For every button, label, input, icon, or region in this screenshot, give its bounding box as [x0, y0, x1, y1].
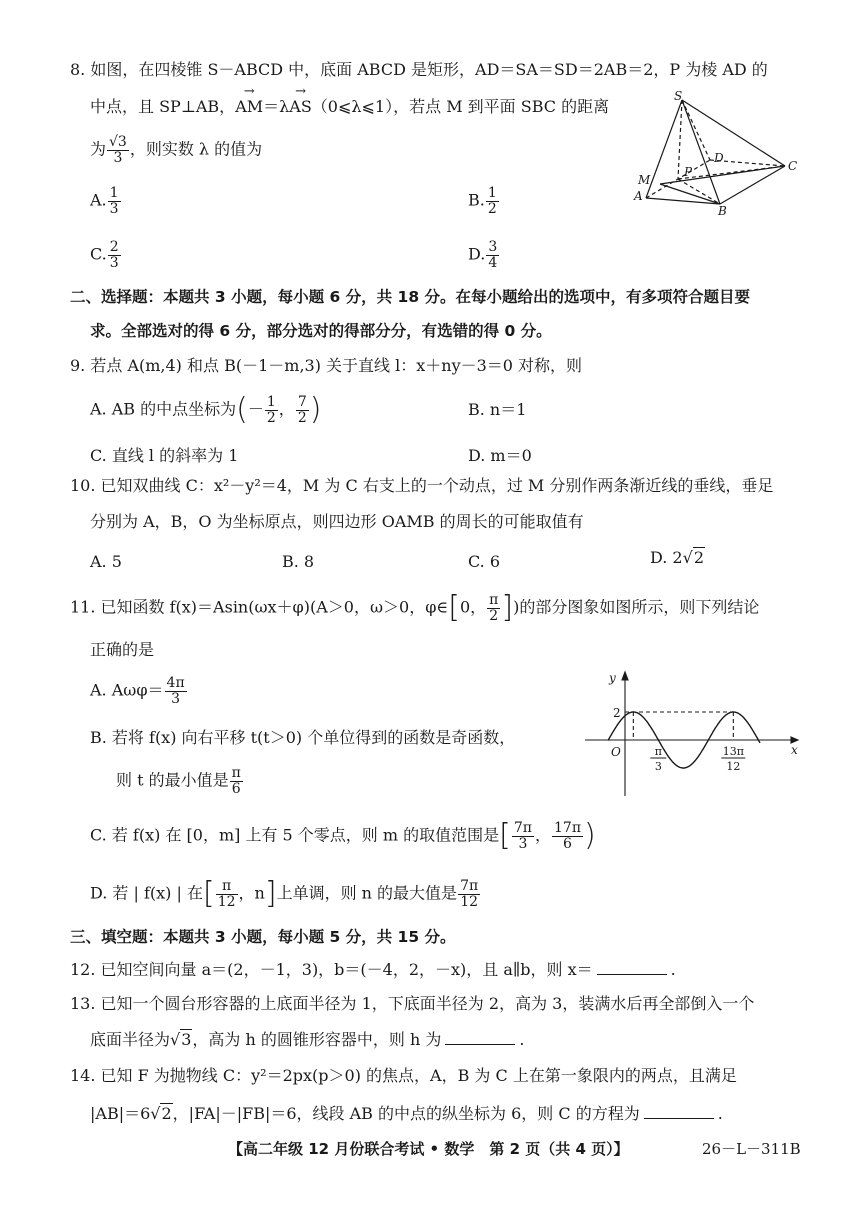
label-p: P	[684, 165, 693, 179]
q11-option-b-line1: B. 若将 f(x) 向右平移 t(t＞0) 个单位得到的函数是奇函数，	[90, 728, 516, 747]
q8-option-a: A. $\frac{1}{3}$	[90, 185, 119, 217]
edge-bc	[720, 166, 785, 204]
q9-option-d: D. m＝0	[468, 446, 532, 465]
q13-line2: 底面半径为√3，高为 h 的圆锥形容器中，则 h 为 .	[90, 1030, 525, 1049]
label-m: M	[638, 173, 651, 187]
q11-line1: 11. 已知函数 f(x)＝Asin(ωx＋φ)(A＞0，ω＞0，φ∈[0， $\frac{\pi}{2}$ ])的部分图象如图所示，则下列结论	[70, 590, 760, 625]
y-axis-arrow	[622, 672, 628, 680]
q8-line3	[90, 135, 262, 165]
q8-line3-rest: ，则实数 λ 的值为	[129, 139, 263, 159]
fraction-sqrt3-over-3: $\frac{√3}{3}$	[109, 134, 127, 166]
label-c: C	[788, 159, 798, 173]
q10-option-a: A. 5	[90, 552, 122, 571]
q8-option-b: B. $\frac{1}{2}$	[468, 185, 497, 217]
section2-line1: 二、选择题：本题共 3 小题，每小题 6 分，共 18 分。在每小题给出的选项中，有多项符合题目要	[70, 288, 751, 306]
section3-line1: 三、填空题：本题共 3 小题，每小题 5 分，共 15 分。	[70, 928, 456, 946]
q9-option-b: B. n＝1	[468, 400, 527, 419]
answer-blank-14[interactable]	[644, 1104, 714, 1119]
vector-as: → AS	[289, 97, 312, 116]
label-d: D	[714, 151, 724, 165]
segment-pc	[678, 166, 785, 179]
q8-option-c: C. $\frac{2}{3}$	[90, 239, 119, 271]
x-label: x	[791, 743, 798, 757]
sine-graph	[585, 668, 810, 798]
q8-line2-rest: （0⩽λ⩽1），若点 M 到平面 SBC 的距离	[311, 97, 610, 116]
answer-blank-13[interactable]	[445, 1030, 515, 1045]
segment-mc	[660, 166, 785, 184]
max-label: 2	[613, 706, 621, 720]
q11-line2: 正确的是	[90, 640, 155, 659]
answer-blank-12[interactable]	[597, 960, 667, 975]
q8-line2-text: 中点，且 SP⊥AB，	[90, 97, 236, 116]
footer-title: 【高二年级 12 月份联合考试 • 数学 第 2 页（共 4 页）】	[228, 1140, 629, 1158]
q12-line1: 12. 已知空间向量 a＝(2，－1，3)，b＝(－4，2，－x)，且 a∥b，则 x＝ .	[70, 960, 676, 979]
q11-option-c: C. 若 f(x) 在 [0，m] 上有 5 个零点，则 m 的取值范围是[ $\frac{7\pi}{3}$ ， $\frac{17\pi}{6}$ )	[90, 818, 596, 853]
q10-option-d: D. 2√2	[650, 548, 704, 567]
segment-sp	[678, 100, 682, 179]
origin-label: O	[611, 745, 621, 759]
q10-option-c: C. 6	[468, 552, 501, 571]
pyramid-figure	[630, 88, 810, 216]
q11-option-d: D. 若 | f(x) | 在[ $\frac{\pi}{12}$ ，n]上单调，则 n 的最大值是 $\frac{7\pi}{12}$	[90, 876, 479, 911]
q8-option-d: D. $\frac{3}{4}$	[468, 239, 498, 271]
q8-equals: ＝λ	[263, 97, 290, 116]
vector-am: → AM	[235, 97, 263, 116]
q14-line2: |AB|＝6√2，|FA|－|FB|＝6，线段 AB 的中点的纵坐标为 6，则 C 的方程为 .	[90, 1104, 723, 1123]
tick2-numerator: 13π	[722, 745, 744, 758]
footer-code: 26－L－311B	[702, 1140, 801, 1158]
q9-option-a: A. AB 的中点坐标为(－ $\frac{1}{2}$ ， $\frac{7}{2}$ )	[90, 392, 322, 427]
q8-line3-pre: 为	[90, 139, 107, 159]
q13-line1: 13. 已知一个圆台形容器的上底面半径为 1，下底面半径为 2，高为 3，装满水后再全部倒入一个	[70, 994, 755, 1013]
q11-option-a: A. Aωφ＝ $\frac{4\pi}{3}$	[90, 675, 185, 707]
edge-ab	[646, 198, 720, 204]
tick1-denominator: 3	[654, 760, 662, 773]
label-a: A	[634, 189, 643, 203]
q9-stem: 9. 若点 A(m,4) 和点 B(－1－m,3) 关于直线 l：x＋ny－3＝0 对称，则	[70, 356, 583, 375]
q14-line1: 14. 已知 F 为抛物线 C：y²＝2px(p＞0) 的焦点，A，B 为 C 上在第一象限内的两点，且满足	[70, 1066, 737, 1085]
tick1-numerator: π	[654, 745, 662, 758]
q8-line2	[90, 97, 609, 116]
q10-option-b: B. 8	[282, 552, 315, 571]
tick2-denominator: 12	[726, 760, 741, 773]
label-b: B	[718, 204, 727, 216]
q9-option-c: C. 直线 l 的斜率为 1	[90, 446, 239, 465]
q8-line1: 8. 如图，在四棱锥 S－ABCD 中，底面 ABCD 是矩形，AD＝SA＝SD＝2AB＝2，P 为棱 AD 的	[70, 60, 768, 79]
label-s: S	[674, 89, 683, 103]
section2-line2: 求。全部选对的得 6 分，部分选对的得部分分，有选错的得 0 分。	[90, 322, 552, 340]
q10-line1: 10. 已知双曲线 C：x²－y²＝4，M 为 C 右支上的一个动点，过 M 分别作两条渐近线的垂线，垂足	[70, 476, 774, 495]
q10-line2: 分别为 A，B，O 为坐标原点，则四边形 OAMB 的周长的可能取值有	[90, 512, 584, 531]
q11-option-b-line2: 则 t 的最小值是 $\frac{\pi}{6}$	[116, 765, 241, 797]
y-label: y	[609, 671, 616, 685]
